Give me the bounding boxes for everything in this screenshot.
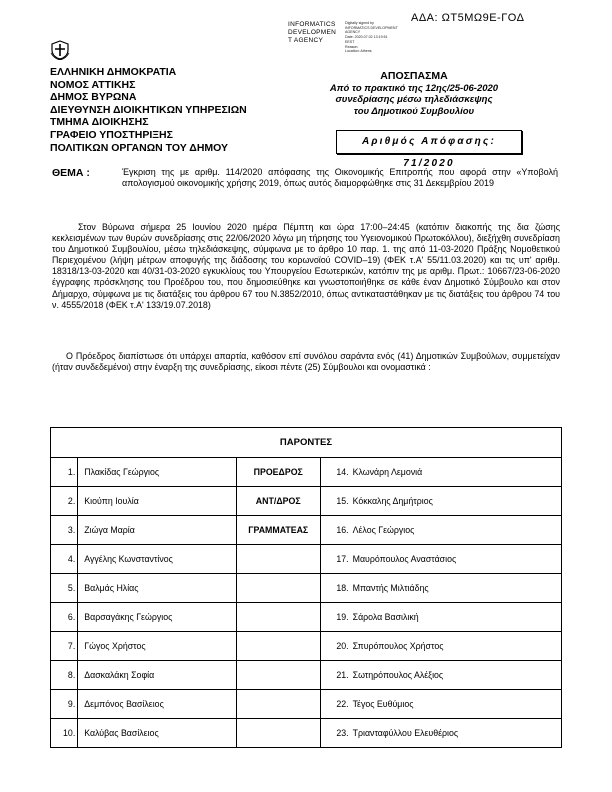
table-row: [51, 574, 562, 603]
member-cell: [320, 603, 561, 632]
signature-detail: INFORMATICS DEVELOPMENT AGENCY: [345, 25, 398, 35]
row-number: 23.: [336, 728, 349, 738]
attendees-table: [50, 427, 562, 748]
member-name: Δεμπόνος Βασίλειος: [78, 690, 237, 719]
row-number: 1.: [51, 458, 78, 487]
quorum-paragraph: Ο Πρόεδρος διαπίστωσε ότι υπάρχει απαρτία, καθόσον επί συνόλου σαράντα ενός (41) Δημοτικών Συμβούλων, συμμετείχαν (ήταν συνδεδεμένοι) στην έναρξη της συνεδρίασης, είκοσι πέντε (25) Σύμβουλοι και ονομαστικά :: [52, 351, 560, 373]
member-role: ΠΡΟΕΔΡΟΣ: [236, 458, 320, 487]
row-number: 4.: [51, 545, 78, 574]
member-name: Γώγος Χρήστος: [78, 632, 237, 661]
signature-detail: Date: 2020.07.02 13:19:51: [345, 35, 388, 40]
row-number: 22.: [336, 699, 349, 709]
row-number: 15.: [336, 496, 349, 506]
member-cell: [320, 690, 561, 719]
row-number: 14.: [336, 467, 349, 477]
member-name: Σωτηρόπουλος Αλέξιος: [352, 670, 444, 680]
row-number: 8.: [51, 661, 78, 690]
header-line: ΔΗΜΟΣ ΒΥΡΩΝΑ: [50, 91, 137, 104]
extract-header: [300, 71, 528, 117]
member-role: [236, 574, 320, 603]
member-role: [236, 603, 320, 632]
member-name: Τέγος Ευθύμιος: [352, 699, 414, 709]
header-line: ΓΡΑΦΕΙΟ ΥΠΟΣΤΗΡΙΞΗΣ: [50, 128, 173, 141]
extract-line: του Δημοτικού Συμβουλίου: [353, 105, 475, 117]
member-name: Αγγέλης Κωνσταντίνος: [78, 545, 237, 574]
row-number: 3.: [51, 516, 78, 545]
header-line: ΔΙΕΥΘΥΝΣΗ ΔΙΟΙΚΗΤΙΚΩΝ ΥΠΗΡΕΣΙΩΝ: [50, 103, 247, 116]
member-cell: [320, 632, 561, 661]
subject-label: ΘΕΜΑ :: [52, 167, 90, 179]
stamp-line: INFORMATICS: [288, 21, 336, 28]
signature-details: [345, 21, 407, 54]
member-name: Μαυρόπουλος Αναστάσιος: [352, 554, 457, 564]
member-name: Τριανταφύλλου Ελευθέριος: [352, 728, 459, 738]
member-cell: [320, 661, 561, 690]
row-number: 18.: [336, 583, 349, 593]
extract-line: συνεδρίασης μέσω τηλεδιάσκεψης: [335, 94, 493, 106]
meeting-paragraph: Στον Βύρωνα σήμερα 25 Ιουνίου 2020 ημέρα Πέμπτη και ώρα 17:00–24:45 (κατόπιν διακοπής της δια ζώσης κεκλεισμένων των θυρών συνεδρίασης στις 22/06/2020 λόγω μη τήρησης του Υγειονομικού Πρωτοκόλλου), διεξήχθη συνεδρίαση του Δημοτικού Συμβουλίου, μέσω τηλεδιάσκεψης, σύμφωνα με το άρθρο 10 παρ. 1. της από 11-03-2020 Πράξης Νομοθετικού Περιεχομένου (λήψη μέτρων αποφυγής της διάδοσης του κορωνοϊού COVID–19) (ΦΕΚ τ.Α' 55/11.03.2020) και τις υπ' αριθμ. 18318/13-03-2020 και 40/31-03-2020 εγκυκλίους του Υπουργείου Εσωτερικών, κατόπιν της με αριθμ. Πρωτ.: 10667/23-06-2020 έγγραφης πρόσκλησης του Προέδρου του, που δημοσιεύθηκε και γνωστοποιήθηκε σε κάθε έναν Δημοτικό Σύμβουλο και στον Δήμαρχο, σύμφωνα με τις διατάξεις του άρθρου 67 του Ν.3852/2010, όπως αντικαταστάθηκαν με τις διατάξεις του άρθρου 74 του ν. 4555/2018 (ΦΕΚ τ.Α' 133/19.07.2018): [52, 222, 560, 310]
row-number: 21.: [336, 670, 349, 680]
member-name: Ζιώγα Μαρία: [78, 516, 237, 545]
member-name: Κιούπη Ιουλία: [78, 487, 237, 516]
member-role: [236, 632, 320, 661]
member-role: ΓΡΑΜΜΑΤΕΑΣ: [236, 516, 320, 545]
table-row: [51, 487, 562, 516]
digital-signature-stamp: [288, 21, 336, 45]
member-role: [236, 690, 320, 719]
member-name: Βαρσαγάκης Γεώργιος: [78, 603, 237, 632]
member-name: Πλακίδας Γεώργιος: [78, 458, 237, 487]
member-role: ΑΝΤ/ΔΡΟΣ: [236, 487, 320, 516]
row-number: 19.: [336, 612, 349, 622]
member-role: [236, 545, 320, 574]
table-header: ΠΑΡΟΝΤΕΣ: [51, 428, 562, 458]
header-line: ΕΛΛΗΝΙΚΗ ΔΗΜΟΚΡΑΤΙΑ: [50, 66, 177, 78]
member-name: Λέλος Γεώργιος: [352, 525, 415, 535]
extract-title: ΑΠΟΣΠΑΣΜΑ: [380, 70, 448, 82]
signature-detail: Reason:: [345, 44, 359, 49]
signature-detail: Digitally signed by: [345, 21, 374, 25]
authority-header: [50, 66, 247, 154]
header-line: ΝΟΜΟΣ ΑΤΤΙΚΗΣ: [50, 78, 136, 91]
member-name: Βαλμάς Ηλίας: [78, 574, 237, 603]
member-cell: [320, 458, 561, 487]
member-cell: [320, 719, 561, 748]
table-row: [51, 458, 562, 487]
member-role: [236, 719, 320, 748]
table-row: [51, 603, 562, 632]
signature-detail: Location: Athens: [345, 49, 372, 54]
ada-code: ΑΔΑ: ΩΤ5ΜΩ9Ε-ΓΟΔ: [411, 12, 525, 24]
member-name: Κλωνάρη Λεμονιά: [352, 467, 423, 477]
member-cell: [320, 545, 561, 574]
row-number: 10.: [51, 719, 78, 748]
member-cell: [320, 487, 561, 516]
row-number: 9.: [51, 690, 78, 719]
member-cell: [320, 516, 561, 545]
extract-line: Από το πρακτικό της 12ης/25-06-2020: [329, 82, 499, 94]
row-number: 2.: [51, 487, 78, 516]
stamp-line: T AGENCY: [288, 37, 324, 44]
member-name: Κόκκαλης Δημήτριος: [352, 496, 433, 506]
member-name: Σάρολα Βασιλική: [352, 612, 419, 622]
row-number: 6.: [51, 603, 78, 632]
table-row: [51, 516, 562, 545]
row-number: 17.: [336, 554, 349, 564]
signature-detail: EEST: [345, 39, 355, 44]
member-name: Δασκαλάκη Σοφία: [78, 661, 237, 690]
table-row: [51, 545, 562, 574]
member-name: Μπαντής Μιλτιάδης: [352, 583, 429, 593]
header-line: ΠΟΛΙΤΙΚΩΝ ΟΡΓΑΝΩΝ ΤΟΥ ΔΗΜΟΥ: [50, 141, 229, 154]
table-row: [51, 719, 562, 748]
row-number: 5.: [51, 574, 78, 603]
member-role: [236, 661, 320, 690]
header-line: ΤΜΗΜΑ ΔΙΟΙΚΗΣΗΣ: [50, 116, 149, 129]
member-cell: [320, 574, 561, 603]
table-row: [51, 632, 562, 661]
row-number: 7.: [51, 632, 78, 661]
stamp-line: DEVELOPMEN: [288, 29, 337, 36]
table-row: [51, 661, 562, 690]
member-name: Καλύβας Βασίλειος: [78, 719, 237, 748]
table-row: [51, 690, 562, 719]
row-number: 16.: [336, 525, 349, 535]
row-number: 20.: [336, 641, 349, 651]
decision-number-box: Αριθμός Απόφασης: 71/2020: [336, 130, 522, 154]
greek-crest-icon: [50, 40, 70, 60]
member-name: Σπυρόπουλος Χρήστος: [352, 641, 444, 651]
subject-text: Έγκριση της με αριθμ. 114/2020 απόφασης της Οικονομικής Επιτροπής που αφορά στην «Υποβολή απολογισμού οικονομικής χρήσης 2019, όπως αυτός διαμορφώθηκε στις 31 Δεκεμβρίου 2019: [122, 167, 558, 189]
